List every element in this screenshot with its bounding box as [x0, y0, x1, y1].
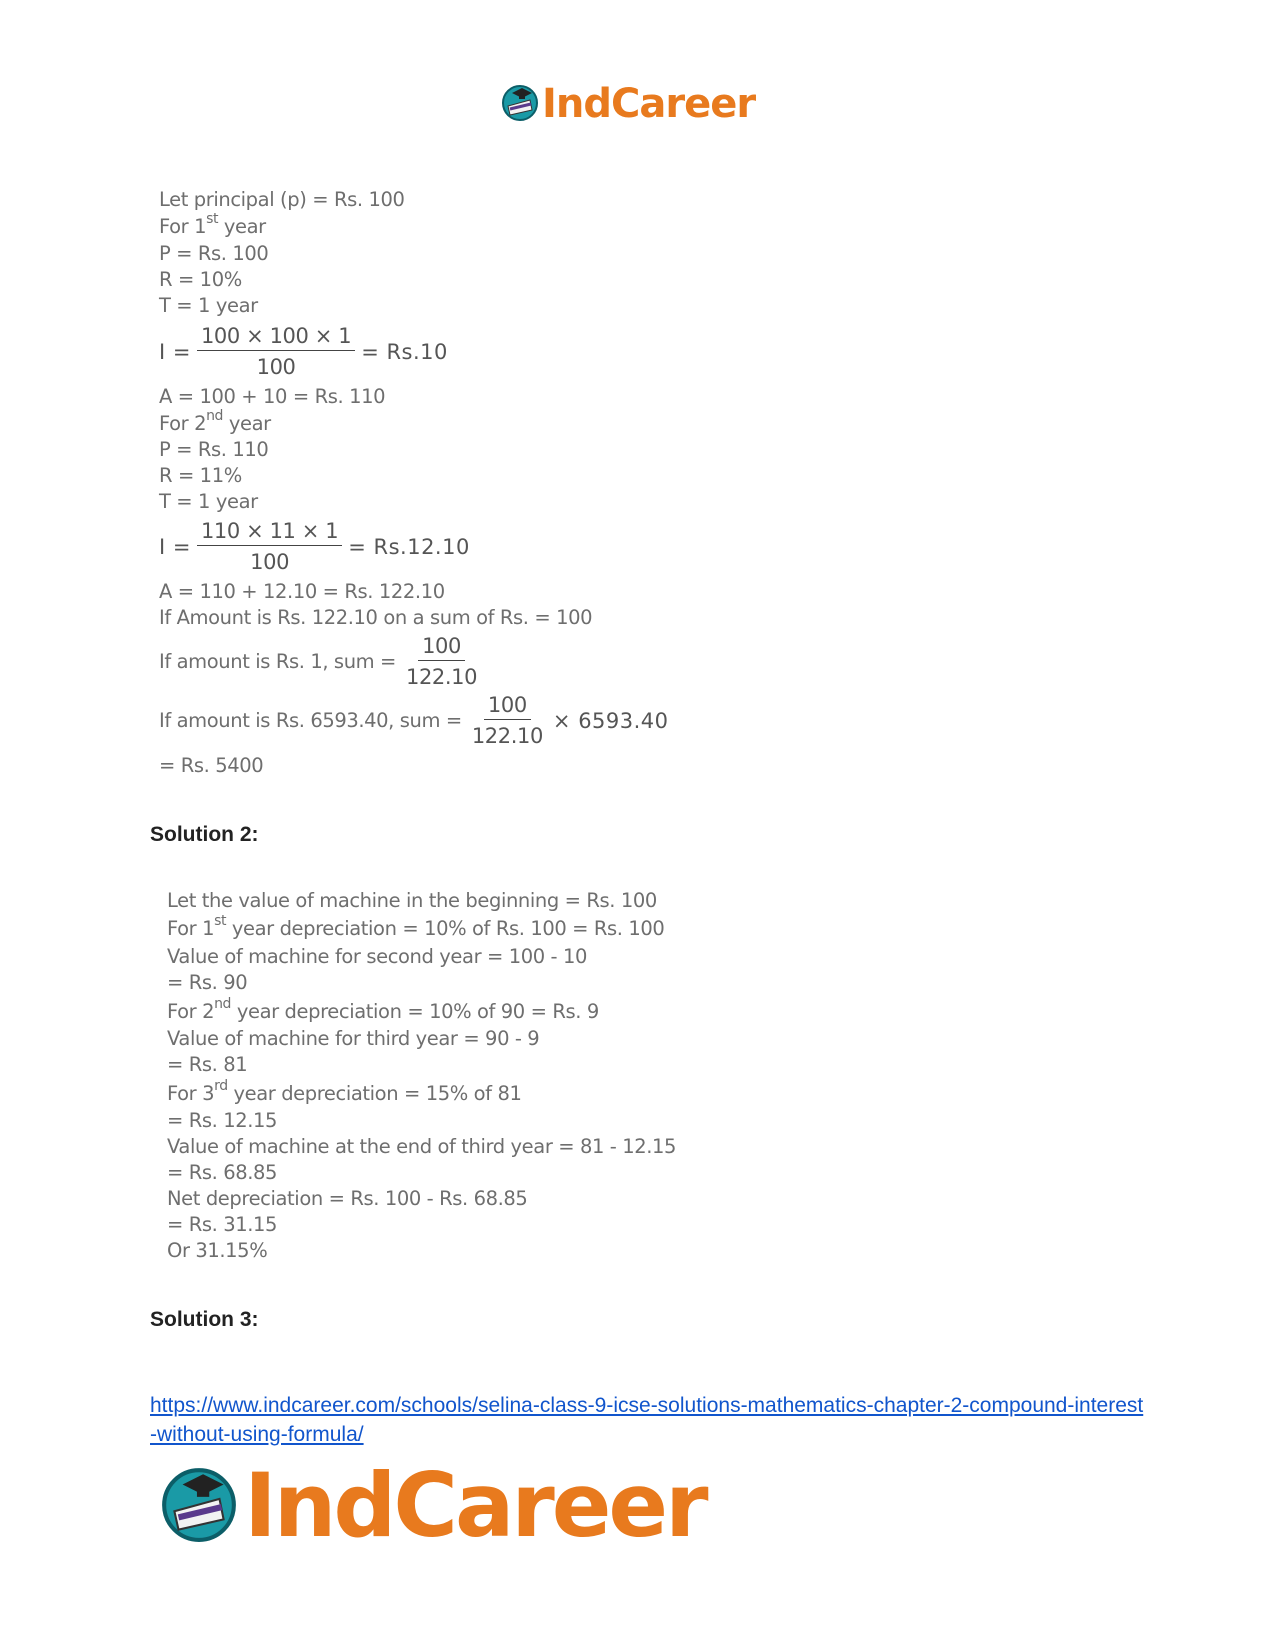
- text-line: = Rs. 12.15: [167, 1109, 278, 1132]
- text-line: For 3rd year depreciation = 15% of 81: [167, 1078, 522, 1105]
- solution-1-content: [159, 188, 859, 778]
- equation-sum-1: If amount is Rs. 1, sum = $\frac{100}{122.10}$: [159, 634, 478, 689]
- globe-book-icon: [158, 1462, 240, 1549]
- text-line: = Rs. 81: [167, 1053, 248, 1076]
- text-line: R = 10%: [159, 268, 242, 291]
- text-line: P = Rs. 100: [159, 242, 269, 265]
- text-line: = Rs. 90: [167, 971, 248, 994]
- text-line: T = 1 year: [159, 294, 258, 317]
- solution-2-heading: Solution 2:: [150, 823, 259, 846]
- text-line: R = 11%: [159, 464, 242, 487]
- solution-3-heading: Solution 3:: [150, 1308, 259, 1331]
- text-line: Value of machine for second year = 100 - 10: [167, 945, 587, 968]
- text-line: = Rs. 68.85: [167, 1161, 278, 1184]
- text-line: For 1st year: [159, 211, 266, 238]
- source-link[interactable]: https://www.indcareer.com/schools/selina-class-9-icse-solutions-mathematics-chapter-2-compound-interest-without-using-formula/: [150, 1394, 1144, 1446]
- text-line: A = 110 + 12.10 = Rs. 122.10: [159, 580, 445, 603]
- text-line: Value of machine at the end of third year = 81 - 12.15: [167, 1135, 677, 1158]
- globe-book-icon: [500, 82, 540, 127]
- equation-interest-2: I = $\frac{110 \times 11 \times 1}{100}$ = Rs.12.10: [159, 519, 470, 574]
- solution-2-content: [167, 889, 867, 1279]
- brand-name: IndCareer: [244, 1453, 706, 1557]
- text-line: Or 31.15%: [167, 1239, 268, 1262]
- text-line: P = Rs. 110: [159, 438, 269, 461]
- equation-sum-2: If amount is Rs. 6593.40, sum = $\frac{100}{122.10}$ × 6593.40: [159, 693, 669, 748]
- text-line: For 2nd year: [159, 408, 271, 435]
- text-line: Value of machine for third year = 90 - 9: [167, 1027, 540, 1050]
- text-line: = Rs. 5400: [159, 754, 264, 777]
- equation-interest-1: I = $\frac{100 \times 100 \times 1}{100}$ = Rs.10: [159, 324, 448, 379]
- text-line: For 2nd year depreciation = 10% of 90 = Rs. 9: [167, 996, 599, 1023]
- text-line: Let the value of machine in the beginning = Rs. 100: [167, 889, 657, 912]
- text-line: Net depreciation = Rs. 100 - Rs. 68.85: [167, 1187, 528, 1210]
- text-line: = Rs. 31.15: [167, 1213, 278, 1236]
- text-line: T = 1 year: [159, 490, 258, 513]
- brand-name: IndCareer: [542, 81, 756, 127]
- text-line: For 1st year depreciation = 10% of Rs. 100 = Rs. 100: [167, 913, 665, 940]
- text-line: A = 100 + 10 = Rs. 110: [159, 385, 386, 408]
- text-line: Let principal (p) = Rs. 100: [159, 188, 405, 211]
- text-line: If Amount is Rs. 122.10 on a sum of Rs. = 100: [159, 606, 593, 629]
- footer-logo: [158, 1453, 706, 1557]
- header-logo: [500, 76, 755, 132]
